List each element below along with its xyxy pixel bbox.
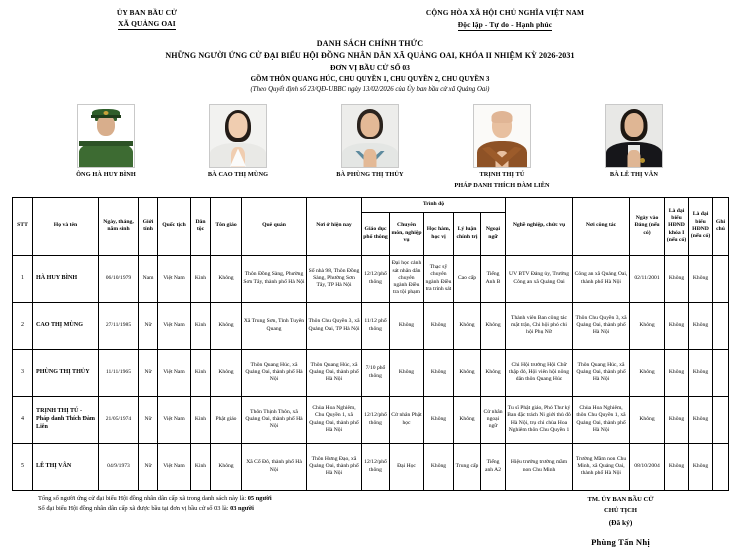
cell-name: HÀ HUY BÌNH <box>33 255 99 302</box>
cell-residence: Thôn Quang Húc, xã Quảng Oai, thành phố Hà Nội <box>307 349 362 396</box>
cell-nationality: Việt Nam <box>158 396 191 443</box>
candidate-photo-card <box>442 104 562 191</box>
cell-edu-language: Tiếng Anh B <box>481 255 506 302</box>
table-header-group-row <box>13 197 729 212</box>
cell-residence: Thôn Chu Quyền 3, xã Quảng Oai, TP Hà Nội <box>307 302 362 349</box>
cell-name: CAO THỊ MÙNG <box>33 302 99 349</box>
candidate-portrait-photo <box>209 104 267 168</box>
candidate-photo-caption-2: PHÁP DANH THÍCH ĐÀM LIÊN <box>454 182 550 190</box>
document-footer <box>12 494 728 550</box>
cell-hdnd: Không <box>689 349 713 396</box>
cell-edu-general: 12/12/phổ thông <box>362 396 390 443</box>
table-row <box>13 396 729 443</box>
col-header-religion: Tôn giáo <box>211 197 242 255</box>
cell-dob: 04/9/1973 <box>99 443 139 490</box>
col-header-party-date: Ngày vào Đảng (nếu có) <box>630 197 665 255</box>
cell-edu-degree: Không <box>424 302 454 349</box>
title-decision-reference: (Theo Quyết định số 23/QĐ-UBBC ngày 13/02/2026 của Ủy ban bầu cử xã Quảng Oai) <box>250 86 490 94</box>
col-header-edu-politics: Lý luận chính trị <box>454 212 481 255</box>
cell-gender: Nam <box>139 255 158 302</box>
cell-note <box>713 255 729 302</box>
cell-religion: Phật giáo <box>211 396 242 443</box>
cell-occupation: Thành viên Ban công tác mặt trận, Chi hội phó chi hội Phụ Nữ <box>506 302 573 349</box>
candidate-photo-caption: BÀ CAO THỊ MÙNG <box>207 170 269 178</box>
signature-org: TM. ỦY BAN BẦU CỬ <box>587 495 654 503</box>
col-header-education-group: Trình độ <box>362 197 506 212</box>
col-header-occupation: Nghề nghiệp, chức vụ <box>506 197 573 255</box>
cell-occupation: Tu sĩ Phật giáo, Phó Thư ký Ban đặc trách Ni giới thủ đô Hà Nội, trụ chì chùa Hoa Nghiêm thôn Chu Quyền 1 <box>506 396 573 443</box>
table-body <box>13 255 729 490</box>
signature-role: CHỦ TỊCH <box>603 507 638 515</box>
cell-dob: 06/10/1979 <box>99 255 139 302</box>
cell-nationality: Việt Nam <box>158 349 191 396</box>
cell-religion: Không <box>211 443 242 490</box>
signature-block <box>513 494 728 550</box>
cell-edu-language: Tiếng anh A2 <box>481 443 506 490</box>
cell-workplace: Trường Mầm non Chu Minh, xã Quảng Oai, thành phố Hà Nội <box>573 443 630 490</box>
cell-gender: Nữ <box>139 302 158 349</box>
col-header-dob: Ngày, tháng, năm sinh <box>99 197 139 255</box>
cell-hdnd-k1: Không <box>665 302 689 349</box>
cell-edu-politics: Trung cấp <box>454 443 481 490</box>
cell-edu-language: Không <box>481 349 506 396</box>
col-header-residence: Nơi ở hiện nay <box>307 197 362 255</box>
cell-stt: 2 <box>13 302 33 349</box>
candidate-photo-card <box>178 104 298 183</box>
cell-party-date: Không <box>630 396 665 443</box>
cell-gender: Nữ <box>139 443 158 490</box>
col-header-edu-language: Ngoại ngữ <box>481 212 506 255</box>
page-title: DANH SÁCH CHÍNH THỨC <box>316 39 424 49</box>
table-row <box>13 443 729 490</box>
col-header-ethnicity: Dân tộc <box>191 197 211 255</box>
col-header-stt: STT <box>13 197 33 255</box>
cell-workplace: Chùa Hoa Nghiêm, thôn Chu Quyền 1, xã Quảng Oai, thành phố Hà Nội <box>573 396 630 443</box>
cell-nationality: Việt Nam <box>158 302 191 349</box>
cell-party-date: Không <box>630 349 665 396</box>
col-header-hdnd-k1: Là đại biểu HĐND khóa I (nếu có) <box>665 197 689 255</box>
cell-hdnd-k1: Không <box>665 255 689 302</box>
cell-hometown: Xã Trung Sơn, Tỉnh Tuyên Quang <box>242 302 307 349</box>
document-header <box>12 4 728 31</box>
candidate-photo-card <box>574 104 694 183</box>
cell-occupation: UV BTV Đảng ủy, Trưởng Công an xã Quảng Oai <box>506 255 573 302</box>
table-row <box>13 255 729 302</box>
cell-hometown: Thôn Đồng Sàng, Phường Sơn Tây, thành phố Hà Nội <box>242 255 307 302</box>
cell-hdnd: Không <box>689 443 713 490</box>
cell-note <box>713 443 729 490</box>
cell-nationality: Việt Nam <box>158 443 191 490</box>
authority-line-2: XÃ QUẢNG OAI <box>118 19 176 31</box>
cell-occupation: Hiệu trưởng trường mầm non Chu Minh <box>506 443 573 490</box>
cell-hometown: Xã Cổ Đô, thành phố Hà Nội <box>242 443 307 490</box>
cell-name: TRỊNH THỊ TÚ - Pháp danh Thích Đàm Liên <box>33 396 99 443</box>
candidate-photo-card <box>46 104 166 183</box>
col-header-hdnd: Là đại biểu HĐND (nếu có) <box>689 197 713 255</box>
col-header-hometown: Quê quán <box>242 197 307 255</box>
cell-edu-language: Không <box>481 302 506 349</box>
col-header-name: Họ và tên <box>33 197 99 255</box>
cell-gender: Nữ <box>139 349 158 396</box>
cell-edu-language: Cử nhân ngoại ngữ <box>481 396 506 443</box>
summary-total-candidates <box>38 494 513 505</box>
cell-hometown: Thôn Quang Húc, xã Quảng Oai, thành phố Hà Nội <box>242 349 307 396</box>
document-title-block <box>12 38 728 95</box>
candidate-portrait-photo <box>77 104 135 168</box>
cell-religion: Không <box>211 302 242 349</box>
candidate-photo-caption: TRỊNH THỊ TÚ <box>479 170 525 178</box>
cell-edu-politics: Không <box>454 396 481 443</box>
cell-note <box>713 349 729 396</box>
candidate-photo-card <box>310 104 430 183</box>
candidate-portrait-photo <box>473 104 531 168</box>
issuing-authority <box>12 8 282 30</box>
cell-hdnd-k1: Không <box>665 443 689 490</box>
cell-ethnicity: Kinh <box>191 443 211 490</box>
cell-edu-degree: Không <box>424 349 454 396</box>
signature-name: Phùng Tấn Nhị <box>591 536 650 547</box>
cell-edu-general: 11/12 phổ thông <box>362 302 390 349</box>
candidate-photo-caption: BÀ PHÙNG THỊ THỦY <box>336 170 404 178</box>
cell-residence: Thôn Hưng Đạo, xã Quảng Oai, thành phố Hà Nội <box>307 443 362 490</box>
title-subtitle: NHỮNG NGƯỜI ỨNG CỬ ĐẠI BIỂU HỘI ĐỒNG NHÂN DÂN XÃ QUẢNG OAI, KHÓA II NHIỆM KỲ 2026-2031 <box>165 51 575 61</box>
cell-party-date: Không <box>630 302 665 349</box>
country-name: CỘNG HÒA XÃ HỘI CHỦ NGHĨA VIỆT NAM <box>425 8 585 17</box>
cell-note <box>713 302 729 349</box>
cell-gender: Nữ <box>139 396 158 443</box>
summary-seats-value: 03 người <box>230 505 254 513</box>
cell-edu-general: 12/12/phổ thông <box>362 255 390 302</box>
signature-signed-note: (Đã ký) <box>608 517 633 527</box>
cell-stt: 5 <box>13 443 33 490</box>
col-header-workplace: Nơi công tác <box>573 197 630 255</box>
col-header-gender: Giới tính <box>139 197 158 255</box>
cell-religion: Không <box>211 255 242 302</box>
cell-stt: 1 <box>13 255 33 302</box>
cell-name: LÊ THỊ VÂN <box>33 443 99 490</box>
cell-edu-degree: Không <box>424 396 454 443</box>
cell-hdnd: Không <box>689 302 713 349</box>
cell-stt: 4 <box>13 396 33 443</box>
cell-edu-degree: Không <box>424 443 454 490</box>
summary-seats-label: Số đại biểu Hội đồng nhân dân cấp xã được bầu tại đơn vị bầu cử số 03 là: <box>38 505 231 513</box>
footer-summary <box>12 494 513 516</box>
title-electoral-unit: ĐƠN VỊ BẦU CỬ SỐ 03 <box>330 63 410 73</box>
cell-dob: 27/11/1985 <box>99 302 139 349</box>
candidate-portrait-photo <box>341 104 399 168</box>
cell-name: PHÙNG THỊ THỦY <box>33 349 99 396</box>
col-header-note: Ghi chú <box>713 197 729 255</box>
candidate-list-table <box>12 197 729 491</box>
cell-edu-major: Đại Học <box>390 443 424 490</box>
cell-edu-major: Cử nhân Phật học <box>390 396 424 443</box>
cell-edu-major: Đại học cảnh sát nhân dân chuyên ngành Điều tra tội phạm <box>390 255 424 302</box>
summary-seats <box>38 504 513 515</box>
cell-note <box>713 396 729 443</box>
cell-edu-general: 7/10 phổ thông <box>362 349 390 396</box>
cell-occupation: Chi Hội trưởng Hội Chữ thập đỏ, Hội viên hội nông dân thôn Quang Húc <box>506 349 573 396</box>
summary-total-candidates-label: Tổng số người ứng cử đại biểu Hội đồng nhân dân cấp xã trong danh sách này là: <box>38 494 248 502</box>
candidate-photo-row <box>46 104 694 191</box>
cell-hdnd-k1: Không <box>665 349 689 396</box>
cell-edu-politics: Không <box>454 349 481 396</box>
col-header-edu-degree: Học hàm, học vị <box>424 212 454 255</box>
cell-religion: Không <box>211 349 242 396</box>
cell-edu-politics: Cao cấp <box>454 255 481 302</box>
cell-residence: Số nhà 98, Thôn Đồng Sàng, Phường Sơn Tây, TP Hà Nội <box>307 255 362 302</box>
cell-ethnicity: Kinh <box>191 396 211 443</box>
cell-workplace: Công an xã Quảng Oai, thành phố Hà Nội <box>573 255 630 302</box>
col-header-edu-major: Chuyên môn, nghiệp vụ <box>390 212 424 255</box>
cell-edu-major: Không <box>390 349 424 396</box>
national-motto: Độc lập - Tự do - Hạnh phúc <box>458 20 552 32</box>
cell-residence: Chùa Hoa Nghiêm, Chu Quyền 1, xã Quảng Oai, thành phố Hà Nội <box>307 396 362 443</box>
candidate-photo-caption: BÀ LÊ THỊ VÂN <box>609 170 659 178</box>
cell-ethnicity: Kinh <box>191 255 211 302</box>
col-header-edu-general: Giáo dục phổ thông <box>362 212 390 255</box>
candidate-photo-caption: ÔNG HÀ HUY BÌNH <box>76 170 136 178</box>
cell-edu-politics: Không <box>454 302 481 349</box>
cell-hometown: Thôn Thịnh Thôn, xã Quảng Oai, thành phố Hà Nội <box>242 396 307 443</box>
col-header-nationality: Quốc tịch <box>158 197 191 255</box>
cell-dob: 21/05/1974 <box>99 396 139 443</box>
cell-nationality: Việt Nam <box>158 255 191 302</box>
cell-edu-major: Không <box>390 302 424 349</box>
cell-ethnicity: Kinh <box>191 302 211 349</box>
table-row <box>13 302 729 349</box>
title-villages: GỒM THÔN QUANG HÚC, CHU QUYỀN 1, CHU QUYỀN 2, CHU QUYỀN 3 <box>250 74 490 83</box>
summary-total-candidates-value: 05 người <box>247 494 272 502</box>
cell-dob: 11/11/1965 <box>99 349 139 396</box>
cell-stt: 3 <box>13 349 33 396</box>
cell-party-date: 08/10/2004 <box>630 443 665 490</box>
national-heading <box>282 8 728 31</box>
cell-hdnd-k1: Không <box>665 396 689 443</box>
cell-party-date: 02/11/2001 <box>630 255 665 302</box>
cell-workplace: Thôn Quang Húc, xã Quảng Oai, thành phố Hà Nội <box>573 349 630 396</box>
cell-hdnd: Không <box>689 255 713 302</box>
cell-ethnicity: Kinh <box>191 349 211 396</box>
cell-edu-general: 12/12/phổ thông <box>362 443 390 490</box>
candidate-portrait-photo <box>605 104 663 168</box>
authority-line-1: ỦY BAN BẦU CỬ <box>116 8 178 17</box>
table-row <box>13 349 729 396</box>
cell-workplace: Thôn Chu Quyền 3, xã Quảng Oai, thành phố Hà Nội <box>573 302 630 349</box>
cell-hdnd: Không <box>689 396 713 443</box>
cell-edu-degree: Thạc sỹ chuyên ngành Điều tra trinh sát <box>424 255 454 302</box>
